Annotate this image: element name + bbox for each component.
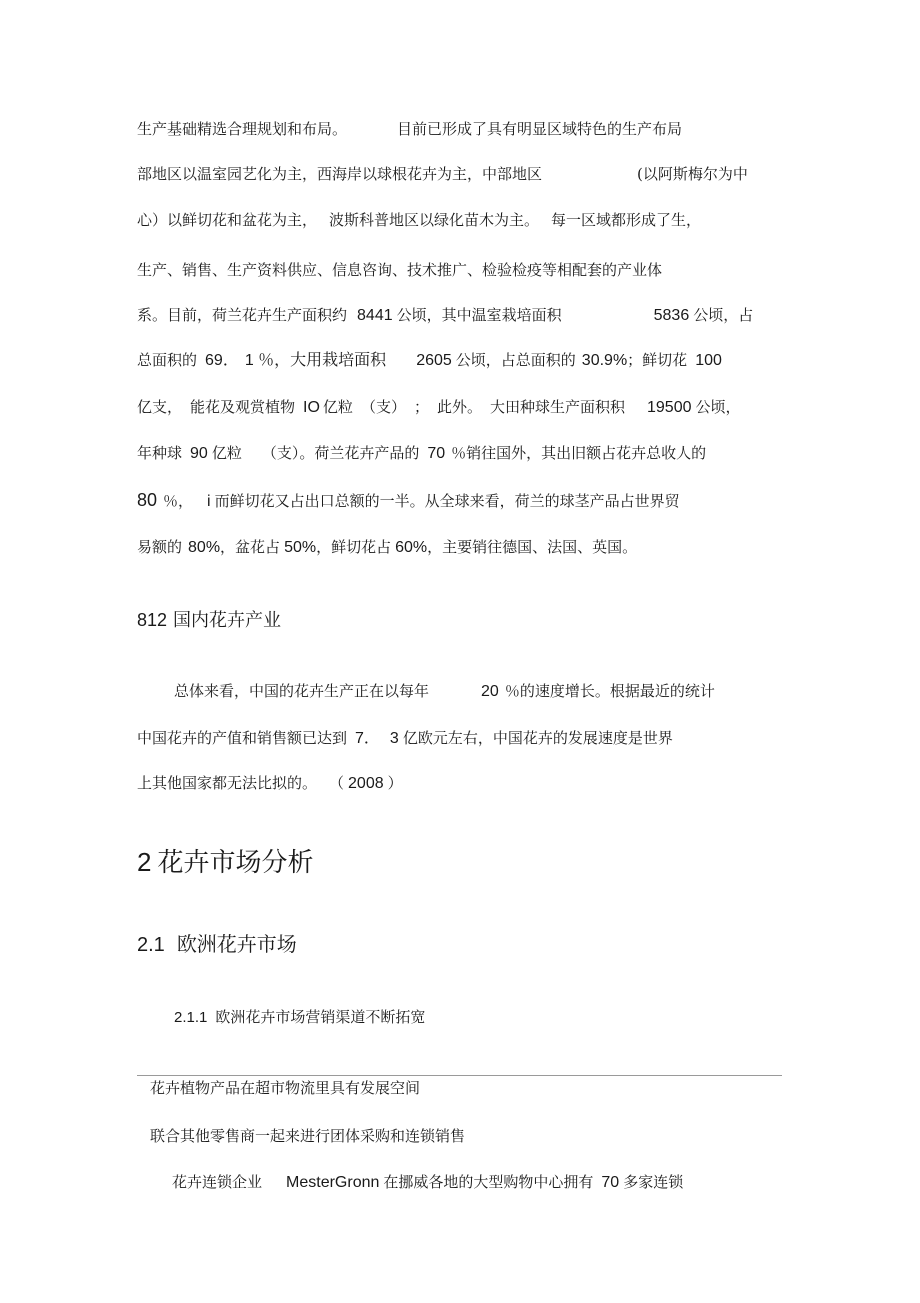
text-run: 生产基础精选合理规划和布局。 [137, 120, 348, 138]
text-run: 生产、销售、生产资料供应、信息咨询、技术推广、检验检疫等相配套的产业体 [137, 261, 663, 279]
heading-text: 欧洲花卉市场营销渠道不断拓宽 [215, 1008, 426, 1026]
text-run: 部地区以温室园艺化为主，西海岸以球根花卉为主，中部地区 [137, 165, 543, 183]
number-run: 100 [695, 352, 722, 369]
paragraph-line [137, 210, 701, 230]
text-run: 公顷，其中温室栽培面积 [396, 306, 562, 324]
text-run: 波斯科普地区以绿化苗木为主。 [329, 211, 540, 229]
horizontal-rule [137, 1075, 782, 1076]
number-run: 80% [188, 539, 221, 556]
text-run: （ [329, 774, 345, 792]
number-run: 8441 [357, 307, 393, 324]
text-run: 易额的 [137, 538, 183, 556]
number-run: 20 [481, 683, 499, 700]
heading-number: 2.1 [137, 934, 165, 956]
number-run: MesterGronn [286, 1174, 380, 1191]
paragraph-line [137, 443, 706, 464]
text-run: 系。目前，荷兰花卉生产面积约 [137, 306, 348, 324]
text-run: ，盆花占 [220, 538, 281, 556]
number-run: 90 [190, 445, 208, 462]
text-run: 公顷，占总面积的 [455, 351, 576, 369]
text-run: ，鲜切花占 [316, 538, 392, 556]
text-run: 每一区域都形成了生， [551, 211, 702, 229]
number-run: IO [303, 399, 320, 416]
number-run: i [207, 493, 211, 510]
text-run: 联合其他零售商一起来进行团体采购和连锁销售 [150, 1127, 466, 1145]
text-run: ；鲜切花 [627, 351, 688, 369]
paragraph-line [137, 490, 680, 512]
text-run: ，主要销往德国、法国、英国。 [427, 538, 638, 556]
paragraph-line [137, 350, 722, 371]
paragraph-line [137, 728, 673, 749]
text-run: 大田种球生产面积积 [489, 398, 625, 416]
text-run: ） [387, 774, 403, 792]
paragraph-line [150, 1078, 420, 1098]
text-run: 年种球 [137, 444, 183, 462]
text-run: （支） [360, 398, 406, 416]
text-run: 多家连锁 [623, 1173, 684, 1191]
number-run: 70 [601, 1174, 620, 1191]
text-run: ； [413, 398, 429, 416]
text-run: 公顷，占 [693, 306, 754, 324]
heading-text: 花卉市场分析 [157, 848, 314, 878]
paragraph-line [137, 119, 682, 139]
text-run: 公顷， [695, 398, 741, 416]
number-run: 30.9% [581, 352, 628, 369]
text-run: 在挪威各地的大型购物中心拥有 [383, 1173, 594, 1191]
heading-number: 2.1.1 [174, 1009, 208, 1026]
chapter-heading [137, 846, 313, 879]
text-run: 上其他国家都无法比拟的。 [137, 774, 318, 792]
text-run: 花卉植物产品在超市物流里具有发展空间 [150, 1079, 421, 1097]
paragraph-line [174, 681, 715, 702]
number-run: 3 [389, 730, 399, 747]
number-run: 50% [284, 539, 317, 556]
text-run: ％的速度增长。根据最近的统计 [504, 682, 715, 700]
heading-text: 欧洲花卉市场 [176, 932, 297, 956]
text-run: 总面积的 [137, 351, 198, 369]
text-run: 此外。 [436, 398, 482, 416]
heading-number: 2 [137, 847, 152, 877]
text-run: 中国花卉的产值和销售额已达到 [137, 729, 348, 747]
number-run: 19500 [647, 399, 692, 416]
text-run: 花卉连锁企业 [172, 1173, 263, 1191]
number-run: 1 ％，大用栽培面积 [244, 352, 387, 369]
text-run: 亿欧元左右，中国花卉的发展速度是世界 [402, 729, 673, 747]
text-run: 目前已形成了具有明显区域特色的生产布局 [397, 120, 683, 138]
section-subheading [137, 608, 281, 633]
text-run: （支）。荷兰花卉产品的 [261, 444, 420, 462]
paragraph-line [137, 260, 662, 280]
section-heading [137, 931, 297, 958]
paragraph-line [137, 537, 637, 558]
text-run: 能花及观赏植物 [190, 398, 296, 416]
paragraph-line [137, 773, 403, 794]
text-run: ％销往国外，其出旧额占花卉总收人的 [451, 444, 707, 462]
paragraph-line [137, 164, 748, 184]
number-run: 2008 [348, 775, 384, 792]
text-run: 而鲜切花又占出口总额的一半。从全球来看，荷兰的球茎产品占世界贸 [214, 492, 680, 510]
text-run: 总体来看，中国的花卉生产正在以每年 [174, 682, 430, 700]
paragraph-line [137, 305, 753, 326]
paragraph-line [172, 1172, 683, 1193]
text-run: (以阿斯梅尔为中 [637, 165, 748, 183]
paragraph-line [137, 397, 741, 418]
subheading-text: 国内花卉产业 [173, 610, 282, 631]
number-run: 5836 [653, 307, 690, 324]
number-run: 80 [137, 490, 158, 510]
text-run: 亿支， [137, 398, 183, 416]
number-run: 2605 [416, 352, 452, 369]
number-run: 70 [427, 445, 446, 462]
text-run: ％， [163, 492, 194, 510]
number-run: 7． [355, 730, 380, 747]
text-run: 亿粒 [322, 398, 353, 416]
subsection-heading [174, 1007, 425, 1028]
text-run: 亿粒 [211, 444, 242, 462]
subheading-number: 812 [137, 610, 168, 630]
number-run: 60% [395, 539, 428, 556]
text-run: 心）以鲜切花和盆花为主， [137, 211, 318, 229]
paragraph-line [150, 1126, 465, 1146]
number-run: 69． [205, 352, 239, 369]
